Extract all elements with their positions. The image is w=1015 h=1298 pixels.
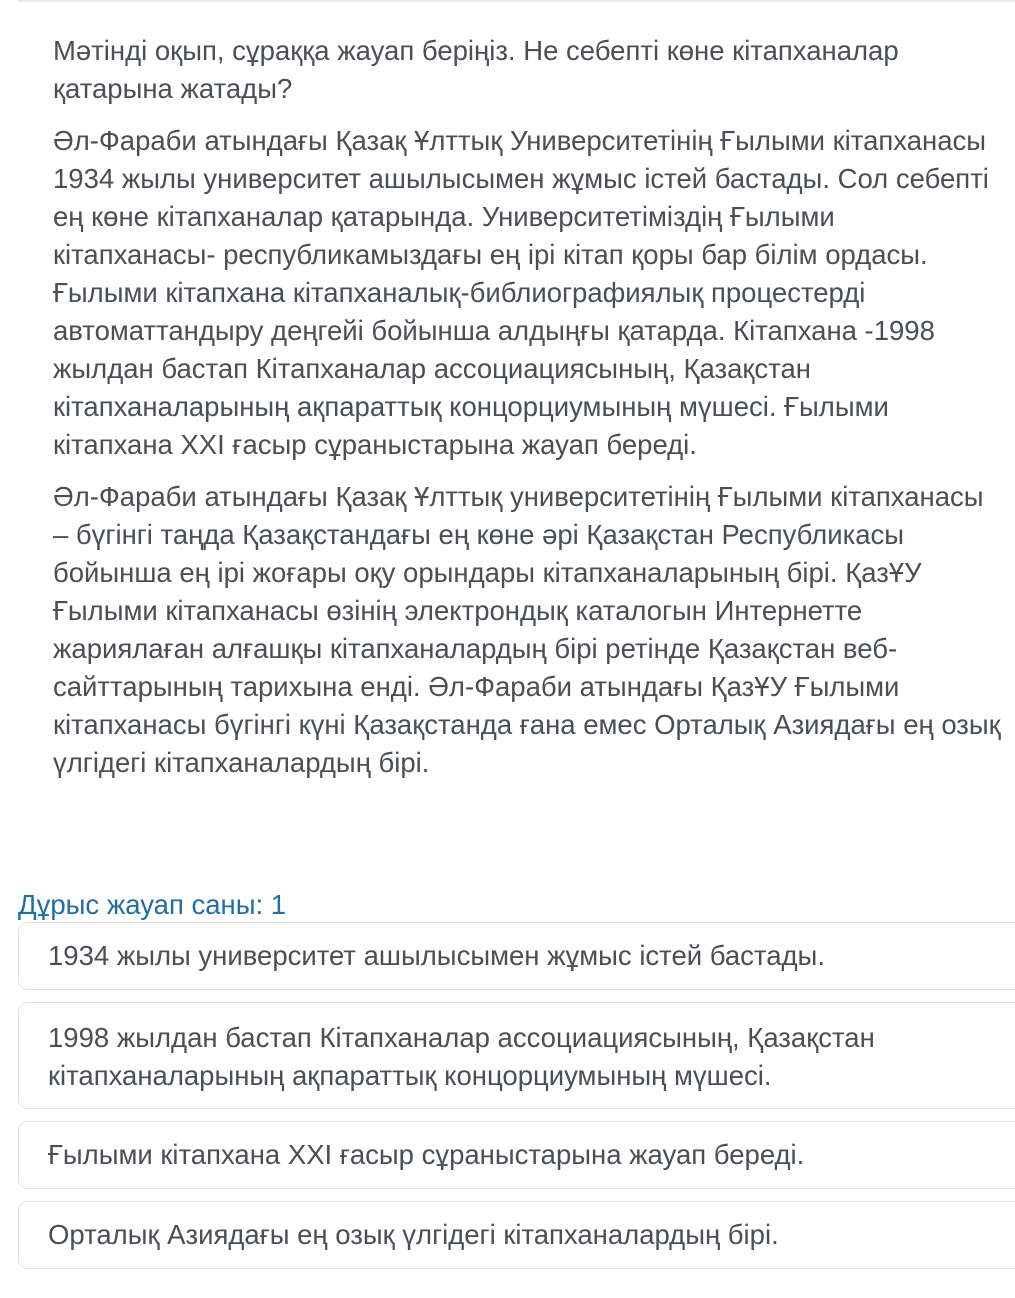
question-text: Мәтінді оқып, сұраққа жауап беріңіз. Не себепті көне кітапханалар қатарына жатады? <box>53 35 899 104</box>
reading-passage <box>53 32 1003 796</box>
passage-paragraph-2: Әл-Фараби атындағы Қазақ Ұлттық университетінің Ғылыми кітапханасы – бүгінгі таңда Қазақстандағы ең көне әрі Қазақстан Республикасы бойынша ең ірі жоғары оқу орындары кітапханаларының бірі. ҚазҰУ Ғылыми кітапханасы өзінің электрондық каталогын Интернетте жариялаған алғашқы кітапханалардың бірі ретінде Қазақстан веб-сайттарының тарихына енді. Әл-Фараби атындағы ҚазҰУ Ғылыми кітапханасы бүгінгі күні Қазақстанда ғана емес Орталық Азиядағы ең озық үлгідегі кітапханалардың бірі. <box>53 481 1001 778</box>
top-divider <box>18 0 1015 2</box>
correct-answer-count: Дұрыс жауап саны: 1 <box>18 889 287 920</box>
answer-option-4[interactable]: Орталық Азиядағы ең озық үлгідегі кітапханалардың бірі. <box>18 1201 1015 1269</box>
passage-paragraph-1: Әл-Фараби атындағы Қазақ Ұлттық Университетінің Ғылыми кітапханасы 1934 жылы университет ашылысымен жұмыс істей бастады. Сол себепті ең көне кітапханалар қатарында. Университетіміздің Ғылыми кітапханасы- республикамыздағы ең ірі кітап қоры бар білім ордасы. Ғылыми кітапхана кітапханалық-библиографиялық процестерді автоматтандыру деңгейі бойынша алдыңғы қатарда. Кітапхана -1998 жылдан бастап Кітапханалар ассоциациясының, Қазақстан кітапханаларының ақпараттық концорциумының мүшесі. Ғылыми кітапхана XXI ғасыр сұраныстарына жауап береді. <box>53 125 989 460</box>
answer-option-2[interactable]: 1998 жылдан бастап Кітапханалар ассоциациясының, Қазақстан кітапханаларының ақпараттық концорциумының мүшесі. <box>18 1002 1015 1109</box>
answer-option-1[interactable]: 1934 жылы университет ашылысымен жұмыс істей бастады. <box>18 922 1015 990</box>
answer-option-3[interactable]: Ғылыми кітапхана XXI ғасыр сұраныстарына жауап береді. <box>18 1121 1015 1189</box>
answer-options <box>18 922 1015 1281</box>
